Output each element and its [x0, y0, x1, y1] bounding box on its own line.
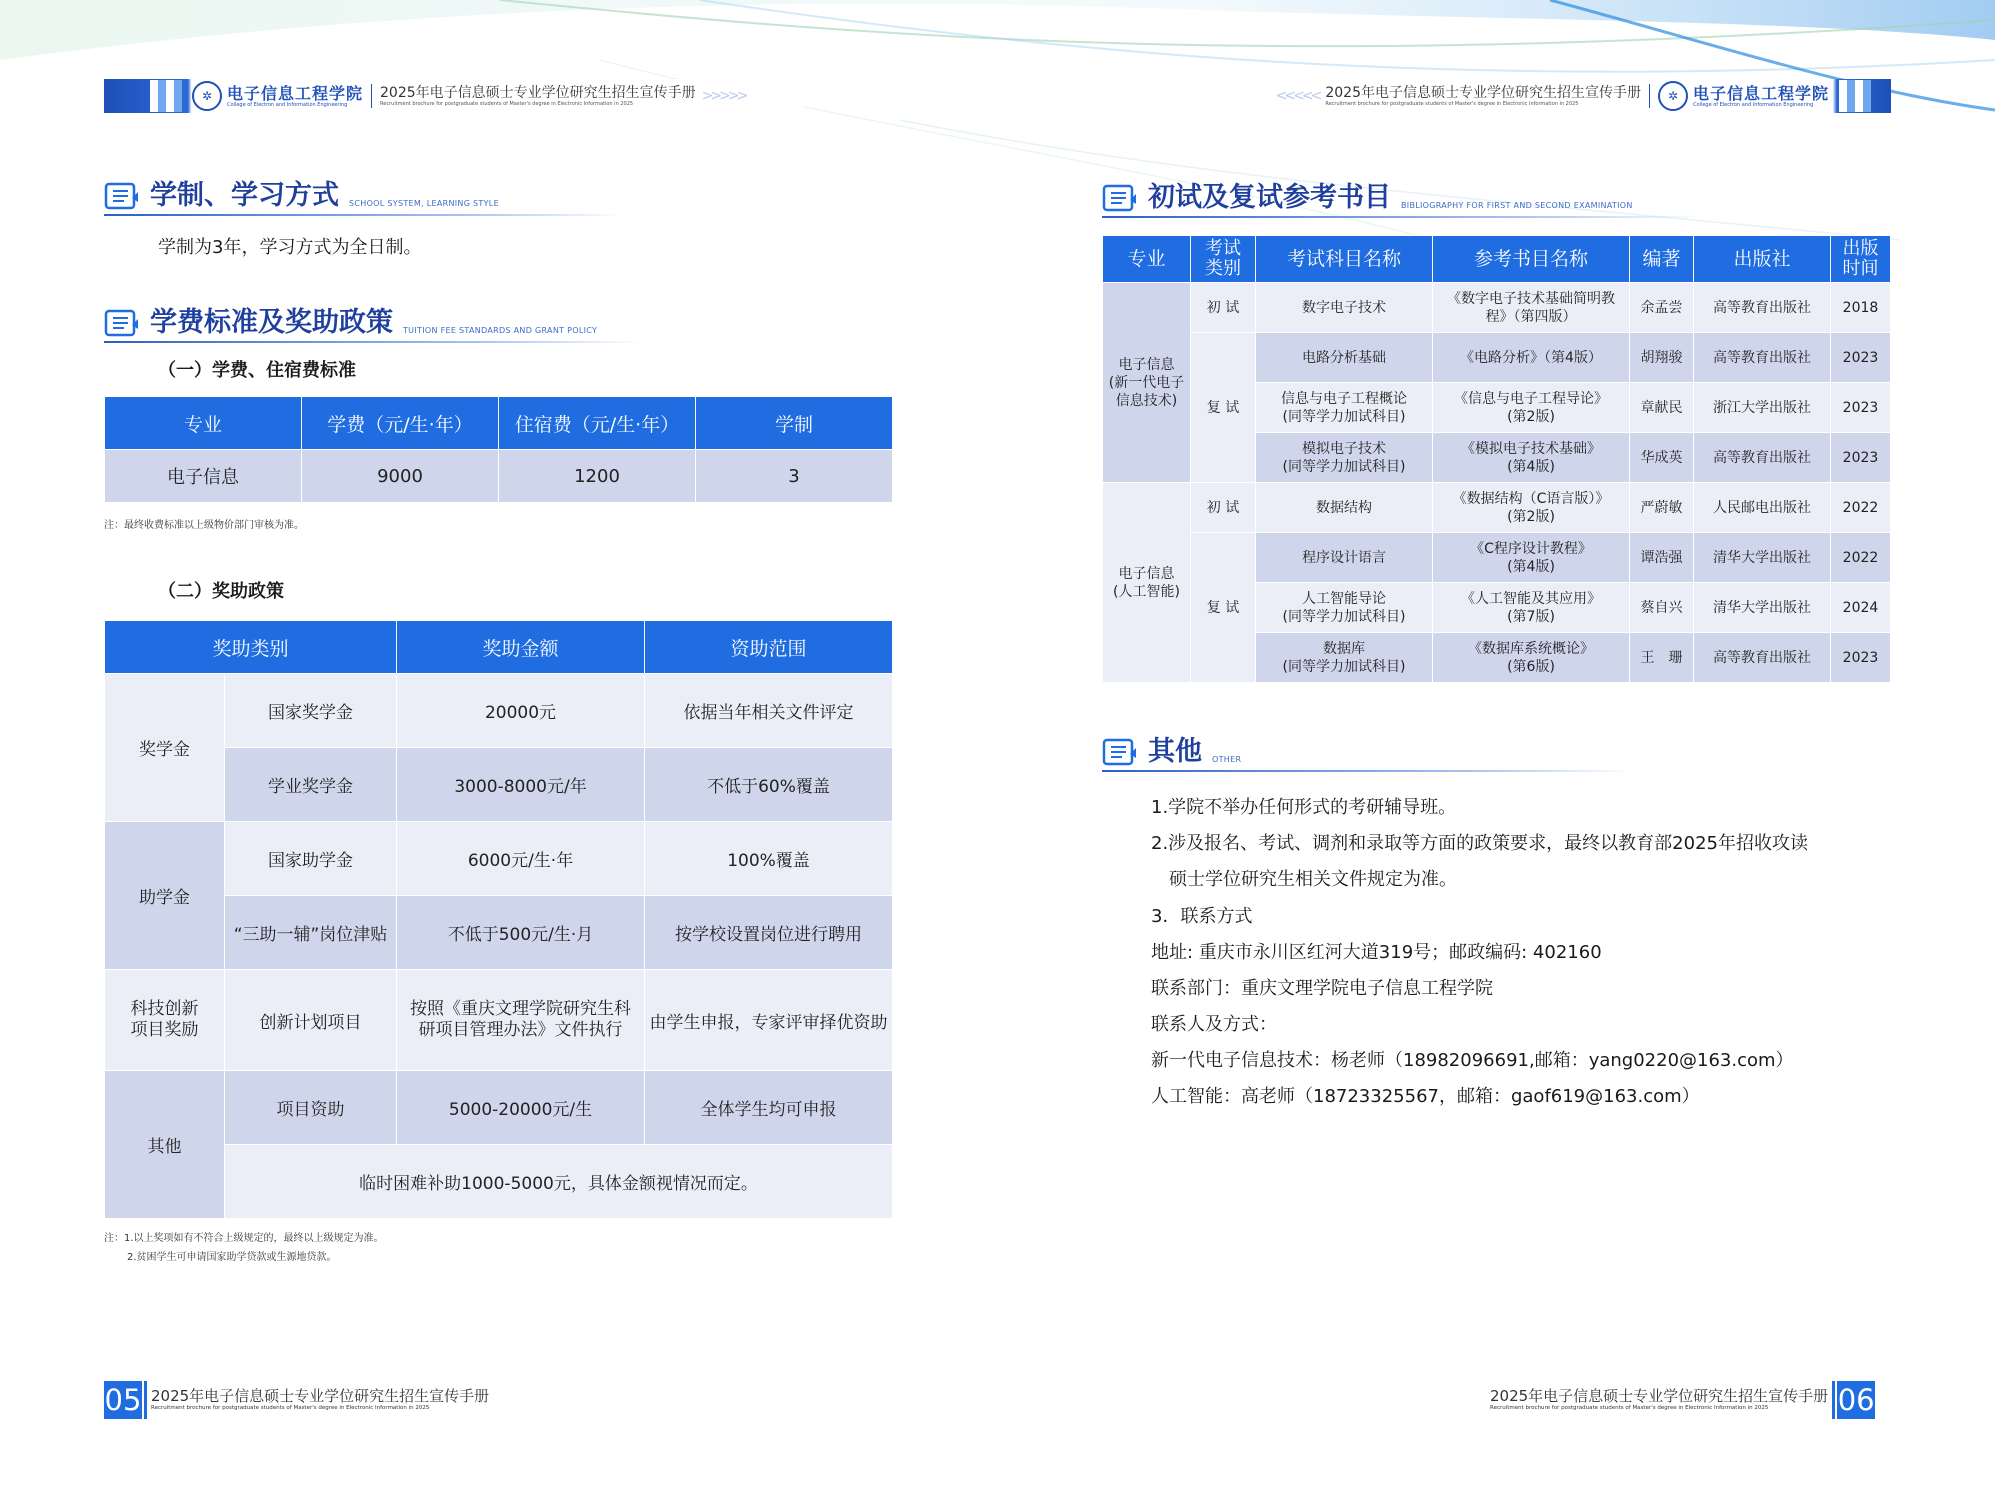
college-emblem-icon: ✲: [1658, 81, 1688, 111]
table-row: [1103, 533, 1891, 583]
book-publisher: 高等教育出版社: [1694, 433, 1831, 483]
chevrons-icon: >>>>>: [701, 88, 746, 104]
book-author: 胡翔骏: [1630, 333, 1694, 383]
table-row: [105, 822, 893, 896]
college-name-en: College of Electron and Information Engineering: [227, 101, 348, 108]
book-year: 2023: [1831, 383, 1891, 433]
table-row: [1103, 333, 1891, 383]
book-publisher: 清华大学出版社: [1694, 533, 1831, 583]
table-row: [1103, 283, 1891, 333]
table-row: [105, 450, 893, 503]
book-year: 2023: [1831, 433, 1891, 483]
scroll-book-icon: [1102, 736, 1138, 768]
book-publisher: 人民邮电出版社: [1694, 483, 1831, 533]
section-title-bibliography: [1102, 182, 1633, 214]
table-row: [105, 1071, 893, 1145]
header-title: 2025年电子信息硕士专业学位研究生招生宣传手册: [1325, 85, 1641, 101]
award-scope: 依据当年相关文件评定: [645, 674, 893, 748]
award-amount: 6000元/生·年: [397, 822, 645, 896]
award-category-scholarship: 奖学金: [105, 674, 225, 822]
book-title: 《信息与电子工程导论》 (第2版): [1433, 383, 1630, 433]
book-exam-type: 初 试: [1191, 283, 1256, 333]
section-title: 学费标准及奖助政策: [150, 307, 393, 338]
fee-table: [104, 396, 893, 503]
award-scope: 由学生申报，专家评审择优资助: [645, 970, 893, 1071]
award-scope: 不低于60%覆盖: [645, 748, 893, 822]
book-year: 2024: [1831, 583, 1891, 633]
award-category-other: 其他: [105, 1071, 225, 1219]
book-subject: 人工智能导论 (同等学力加试科目): [1256, 583, 1433, 633]
fee-cell-tuition: 9000: [302, 450, 499, 503]
section-title: 其他: [1148, 736, 1202, 767]
header-divider: [371, 84, 372, 108]
book-publisher: 浙江大学出版社: [1694, 383, 1831, 433]
book-header-author: 编著: [1630, 236, 1694, 283]
checker-pattern-icon: [1839, 80, 1871, 112]
fee-cell-dorm: 1200: [499, 450, 696, 503]
page-number: 05: [104, 1383, 142, 1417]
section-title-en: OTHER: [1212, 755, 1242, 764]
contact-ai: 人工智能：高老师（18723325567，邮箱：gaof619@163.com）: [1151, 1086, 1700, 1107]
chevrons-icon: <<<<<: [1275, 88, 1320, 104]
book-header-subject: 考试科目名称: [1256, 236, 1433, 283]
award-amount: 5000-20000元/生: [397, 1071, 645, 1145]
header-right: [1115, 79, 1891, 113]
book-subject: 数据库 (同等学力加试科目): [1256, 633, 1433, 683]
contact-new-gen: 新一代电子信息技术：杨老师（18982096691,邮箱：yang0220@163.com）: [1151, 1050, 1794, 1071]
college-name: 电子信息工程学院: [227, 83, 364, 103]
college-logo: [192, 81, 363, 111]
footer-left: [104, 1381, 489, 1419]
scroll-book-icon: [104, 180, 140, 212]
section-underline: [1102, 770, 1632, 772]
book-subject: 模拟电子技术 (同等学力加试科目): [1256, 433, 1433, 483]
other-line: 3．联系方式: [1151, 906, 1253, 927]
header-title: 2025年电子信息硕士专业学位研究生招生宣传手册: [380, 85, 696, 101]
header-left: [104, 79, 804, 113]
other-line: 1.学院不举办任何形式的考研辅导班。: [1151, 797, 1457, 818]
fee-subheading: （一）学费、住宿费标准: [158, 360, 356, 381]
award-header-amount: 奖助金额: [397, 621, 645, 674]
book-exam-type: 复 试: [1191, 333, 1256, 483]
section-underline: [104, 214, 624, 216]
footer-title: 2025年电子信息硕士专业学位研究生招生宣传手册: [151, 1387, 490, 1405]
book-publisher: 高等教育出版社: [1694, 333, 1831, 383]
book-title: 《数字电子技术基础简明教程》（第四版）: [1433, 283, 1630, 333]
scroll-book-icon: [104, 307, 140, 339]
book-author: 章献民: [1630, 383, 1694, 433]
other-line: 2.涉及报名、考试、调剂和录取等方面的政策要求，最终以教育部2025年招收攻读: [1151, 833, 1808, 854]
book-year: 2023: [1831, 333, 1891, 383]
contact-address: 地址: 重庆市永川区红河大道319号；邮政编码: 402160: [1151, 942, 1602, 963]
award-table: [104, 620, 893, 1219]
book-title: 《数据库系统概论》 (第6版): [1433, 633, 1630, 683]
bibliography-table: [1102, 235, 1891, 683]
award-subheading: （二）奖助政策: [158, 581, 284, 602]
fee-header-dorm: 住宿费（元/生·年）: [499, 397, 696, 450]
award-item: 国家助学金: [225, 822, 397, 896]
footer-subtitle: Recruitment brochure for postgraduate students of Master's degree in Electronic Information in 2025: [151, 1405, 430, 1411]
award-note-2: 2.贫困学生可申请国家助学贷款或生源地贷款。: [127, 1252, 337, 1263]
award-amount: 3000-8000元/年: [397, 748, 645, 822]
book-exam-type: 复 试: [1191, 533, 1256, 683]
award-note-1: 注：1.以上奖项如有不符合上级规定的，最终以上级规定为准。: [104, 1233, 384, 1244]
header-divider: [1649, 84, 1650, 108]
fee-header-years: 学制: [696, 397, 893, 450]
book-header-major: 专业: [1103, 236, 1191, 283]
book-title: 《数据结构（C语言版）》 (第2版): [1433, 483, 1630, 533]
book-author: 华成英: [1630, 433, 1694, 483]
award-category-grant: 助学金: [105, 822, 225, 970]
footer-subtitle: Recruitment brochure for postgraduate students of Master's degree in Electronic Information in 2025: [1490, 1405, 1769, 1411]
book-header-year: 出版时间: [1831, 236, 1891, 283]
college-name: 电子信息工程学院: [1692, 83, 1829, 103]
book-header-publisher: 出版社: [1694, 236, 1831, 283]
other-line: 硕士学位研究生相关文件规定为准。: [1169, 869, 1457, 890]
book-year: 2022: [1831, 483, 1891, 533]
fee-header-tuition: 学费（元/生·年）: [302, 397, 499, 450]
section-title-school-system: [104, 180, 499, 212]
fee-note: 注：最终收费标准以上级物价部门审核为准。: [104, 520, 304, 531]
school-system-text: 学制为3年，学习方式为全日制。: [158, 237, 422, 258]
section-title: 学制、学习方式: [150, 180, 339, 211]
section-underline: [104, 341, 644, 343]
award-item: 国家奖学金: [225, 674, 397, 748]
book-year: 2023: [1831, 633, 1891, 683]
book-header-book: 参考书目名称: [1433, 236, 1630, 283]
award-scope: 按学校设置岗位进行聘用: [645, 896, 893, 970]
book-year: 2018: [1831, 283, 1891, 333]
book-title: 《C程序设计教程》 (第4版): [1433, 533, 1630, 583]
scroll-book-icon: [1102, 182, 1138, 214]
table-row: [105, 970, 893, 1071]
college-logo: [1658, 81, 1829, 111]
book-publisher: 清华大学出版社: [1694, 583, 1831, 633]
book-subject: 程序设计语言: [1256, 533, 1433, 583]
contact-person-label: 联系人及方式：: [1151, 1014, 1277, 1035]
book-author: 谭浩强: [1630, 533, 1694, 583]
book-year: 2022: [1831, 533, 1891, 583]
section-title-other: [1102, 736, 1241, 768]
table-row: [1103, 483, 1891, 533]
award-amount: 20000元: [397, 674, 645, 748]
section-title-en: BIBLIOGRAPHY FOR FIRST AND SECOND EXAMINATION: [1401, 201, 1633, 210]
page-number: 06: [1837, 1383, 1875, 1417]
book-subject: 电路分析基础: [1256, 333, 1433, 383]
footer-bar: [144, 1381, 147, 1419]
section-title-tuition: [104, 307, 597, 339]
book-subject: 数据结构: [1256, 483, 1433, 533]
footer-right: [1490, 1381, 1875, 1419]
table-row: [105, 674, 893, 748]
book-author: 余孟尝: [1630, 283, 1694, 333]
college-emblem-icon: ✲: [192, 81, 222, 111]
book-publisher: 高等教育出版社: [1694, 633, 1831, 683]
section-title: 初试及复试参考书目: [1148, 182, 1391, 213]
book-title: 《电路分析》（第4版）: [1433, 333, 1630, 383]
fee-cell-major: 电子信息: [105, 450, 302, 503]
fee-cell-years: 3: [696, 450, 893, 503]
award-item: 学业奖学金: [225, 748, 397, 822]
book-publisher: 高等教育出版社: [1694, 283, 1831, 333]
header-subtitle: Recruitment brochure for postgraduate students of Master's degree in Electronic Information in 2025: [380, 101, 634, 107]
checker-pattern-icon: [150, 80, 182, 112]
book-author: 严蔚敏: [1630, 483, 1694, 533]
book-header-exam-type: 考试类别: [1191, 236, 1256, 283]
book-major-ai: 电子信息 (人工智能): [1103, 483, 1191, 683]
award-amount: 不低于500元/生·月: [397, 896, 645, 970]
header-subtitle: Recruitment brochure for postgraduate students of Master's degree in Electronic Information in 2025: [1325, 101, 1579, 107]
award-category-innovation: 科技创新 项目奖励: [105, 970, 225, 1071]
footer-bar: [1832, 1381, 1835, 1419]
college-name-en: College of Electron and Information Engineering: [1692, 101, 1814, 108]
fee-header-major: 专业: [105, 397, 302, 450]
award-scope: 100%覆盖: [645, 822, 893, 896]
award-item: 项目资助: [225, 1071, 397, 1145]
book-title: 《人工智能及其应用》 (第7版): [1433, 583, 1630, 633]
book-title: 《模拟电子技术基础》 (第4版): [1433, 433, 1630, 483]
book-major-new-gen: 电子信息 (新一代电子 信息技术): [1103, 283, 1191, 483]
award-temporary-aid: 临时困难补助1000-5000元，具体金额视情况而定。: [225, 1145, 893, 1219]
contact-department: 联系部门：重庆文理学院电子信息工程学院: [1151, 978, 1493, 999]
book-subject: 信息与电子工程概论 (同等学力加试科目): [1256, 383, 1433, 433]
award-amount: 按照《重庆文理学院研究生科研项目管理办法》文件执行: [397, 970, 645, 1071]
award-item: 创新计划项目: [225, 970, 397, 1071]
section-underline: [1102, 216, 1702, 218]
footer-title: 2025年电子信息硕士专业学位研究生招生宣传手册: [1490, 1387, 1829, 1405]
book-exam-type: 初 试: [1191, 483, 1256, 533]
award-header-scope: 资助范围: [645, 621, 893, 674]
award-item: “三助一辅”岗位津贴: [225, 896, 397, 970]
award-scope: 全体学生均可申报: [645, 1071, 893, 1145]
section-title-en: SCHOOL SYSTEM, LEARNING STYLE: [349, 199, 499, 208]
book-author: 王 珊: [1630, 633, 1694, 683]
award-header-category: 奖助类别: [105, 621, 397, 674]
book-subject: 数字电子技术: [1256, 283, 1433, 333]
book-author: 蔡自兴: [1630, 583, 1694, 633]
section-title-en: TUITION FEE STANDARDS AND GRANT POLICY: [403, 326, 598, 335]
